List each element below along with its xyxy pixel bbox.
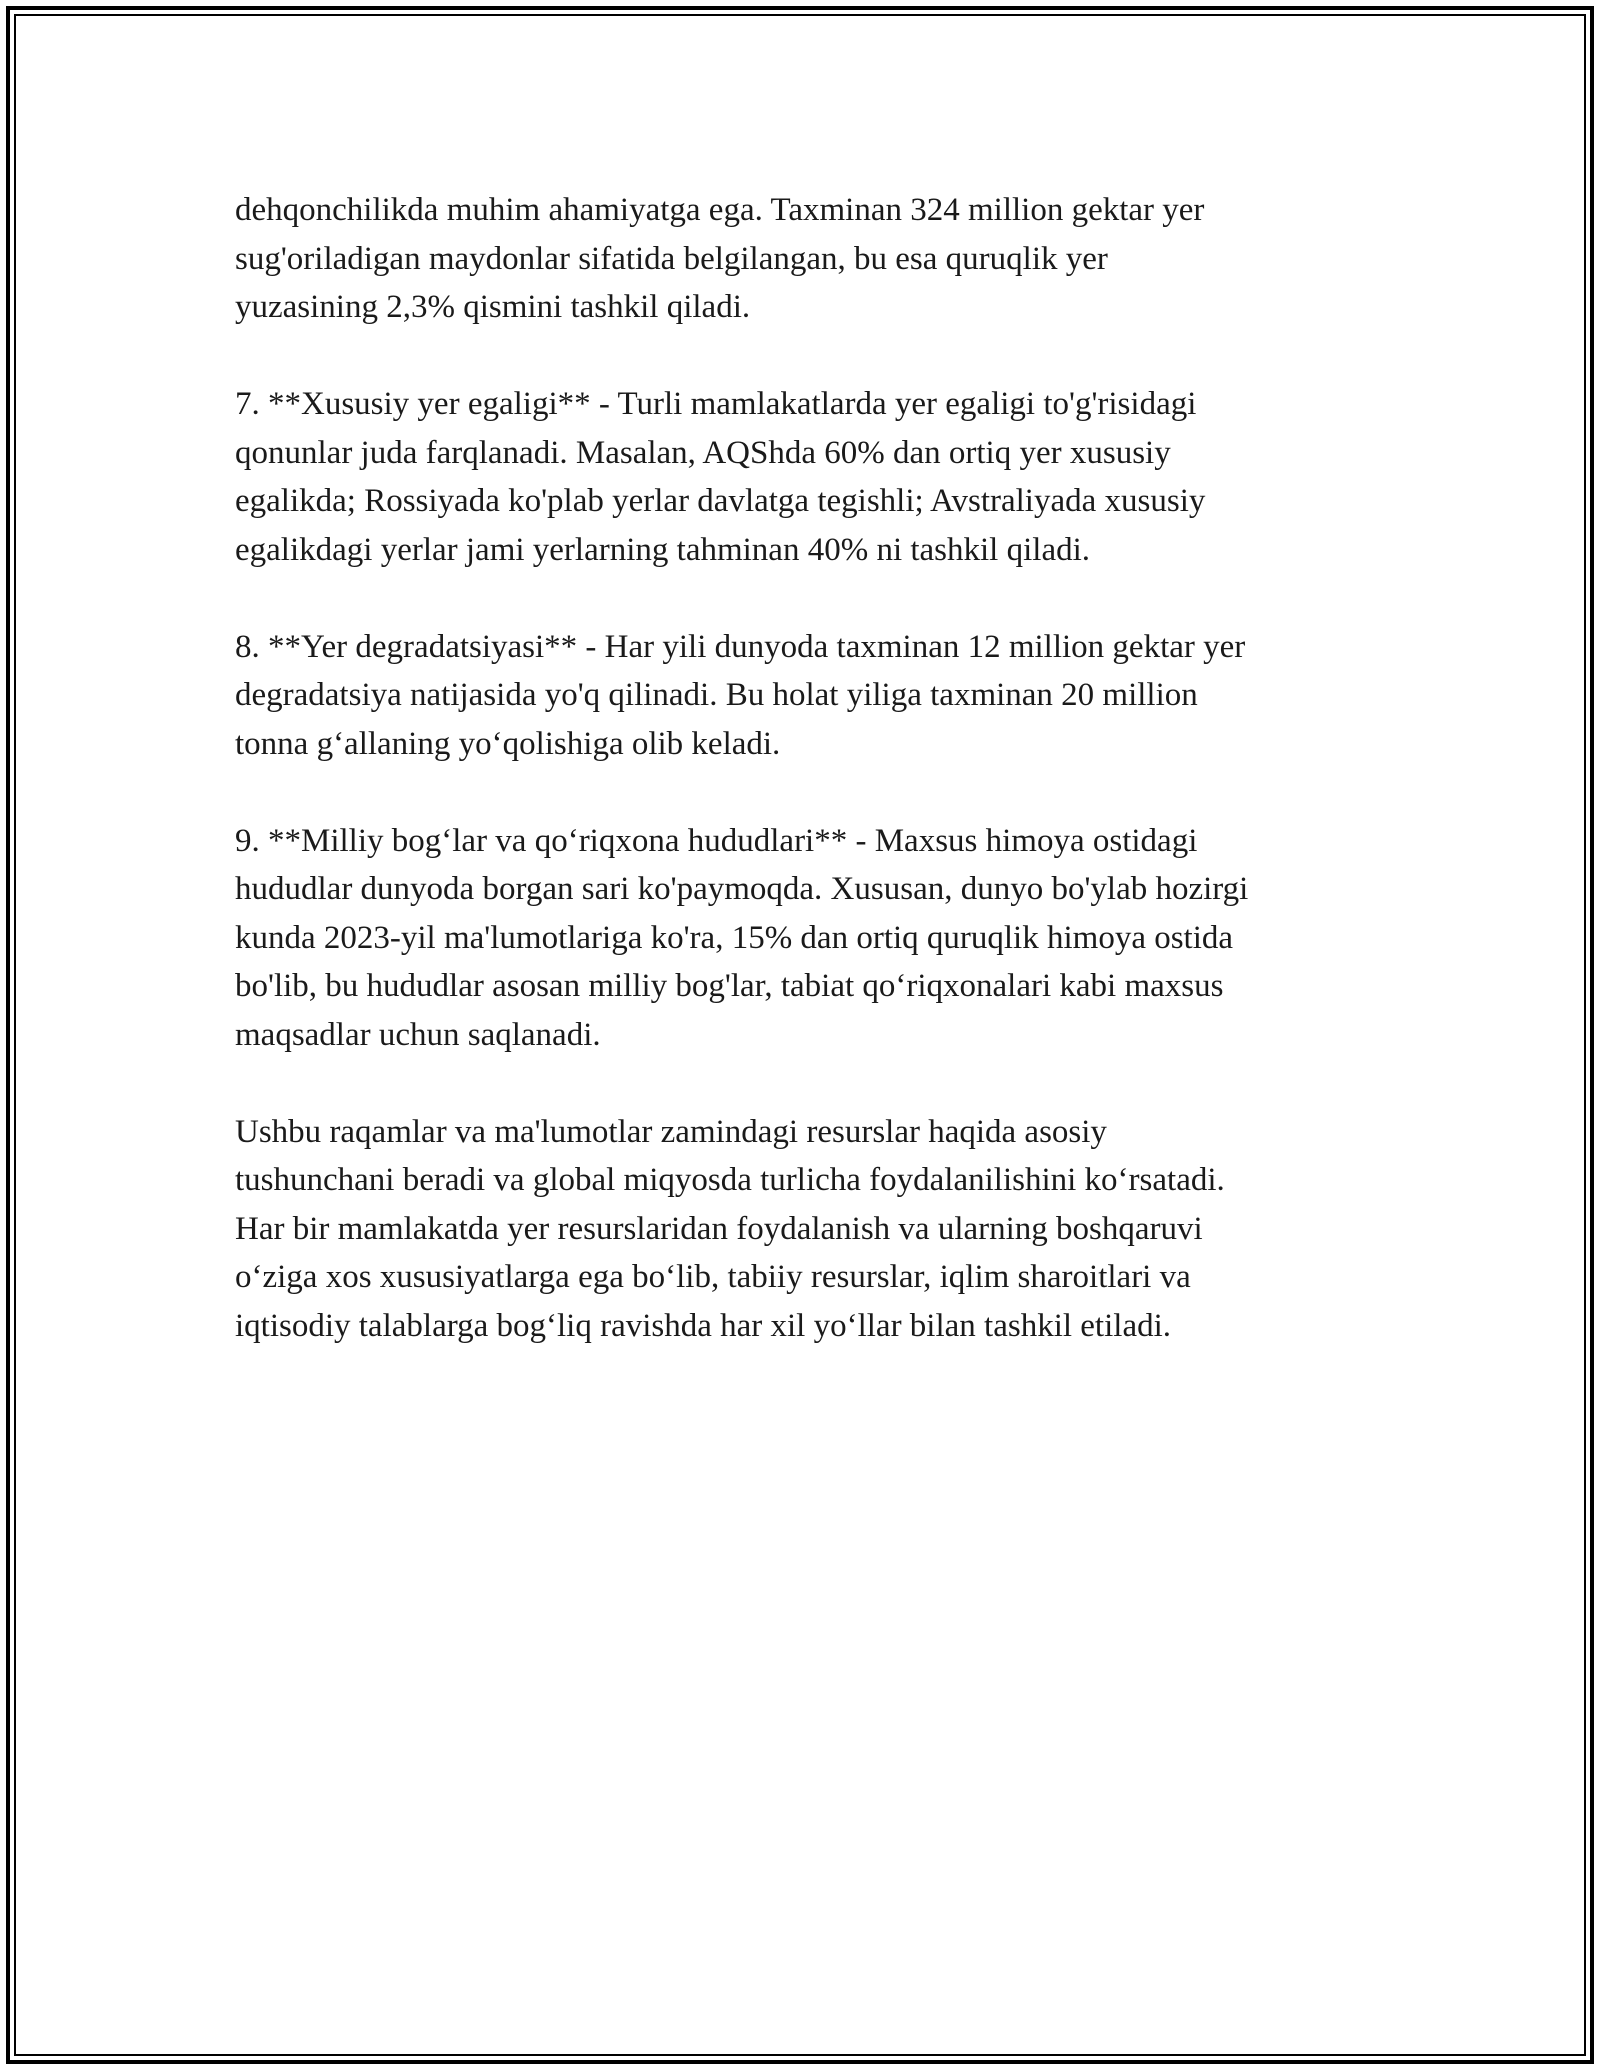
paragraph-national-parks: 9. **Milliy bog‘lar va qo‘riqxona hududlari** - Maxsus himoya ostidagi hududlar dunyoda borgan sari ko'paymoqda. Xususan, dunyo bo'ylab hozirgi kunda 2023-yil ma'lumotlariga ko'ra, 15% dan ortiq quruqlik himoya ostida bo'lib, bu hududlar asosan milliy bog'lar, tabiat qo‘riqxonalari kabi maxsus maqsadlar uchun saqlanadi.: [235, 822, 1249, 1053]
document-body: [235, 186, 1375, 1399]
paragraph-conclusion: Ushbu raqamlar va ma'lumotlar zamindagi resurslar haqida asosiy tushunchani beradi va global miqyosda turlicha foydalanilishini ko‘rsatadi. Har bir mamlakatda yer resurslaridan foydalanish va ularning boshqaruvi o‘ziga xos xususiyatlarga ega bo‘lib, tabiiy resurslar, iqlim sharoitlari va iqtisodiy talablarga bog‘liq ravishda har xil yo‘llar bilan tashkil etiladi.: [235, 1113, 1225, 1344]
paragraph-land-degradation: 8. **Yer degradatsiyasi** - Har yili dunyoda taxminan 12 million gektar yer degradatsiya natijasida yo'q qilinadi. Bu holat yiliga taxminan 20 million tonna g‘allaning yo‘qolishiga olib keladi.: [235, 628, 1246, 762]
paragraph-irrigation: dehqonchilikda muhim ahamiyatga ega. Taxminan 324 million gektar yer sug'oriladigan maydonlar sifatida belgilangan, bu esa quruqlik yer yuzasining 2,3% qismini tashkil qiladi.: [235, 192, 1205, 325]
paragraph-private-land-ownership: 7. **Xususiy yer egaligi** - Turli mamlakatlarda yer egaligi to'g'risidagi qonunlar juda farqlanadi. Masalan, AQShda 60% dan ortiq yer xususiy egalikda; Rossiyada ko'plab yerlar davlatga tegishli; Avstraliyada xususiy egalikdagi yerlar jami yerlarning tahminan 40% ni tashkil qiladi.: [235, 386, 1206, 568]
